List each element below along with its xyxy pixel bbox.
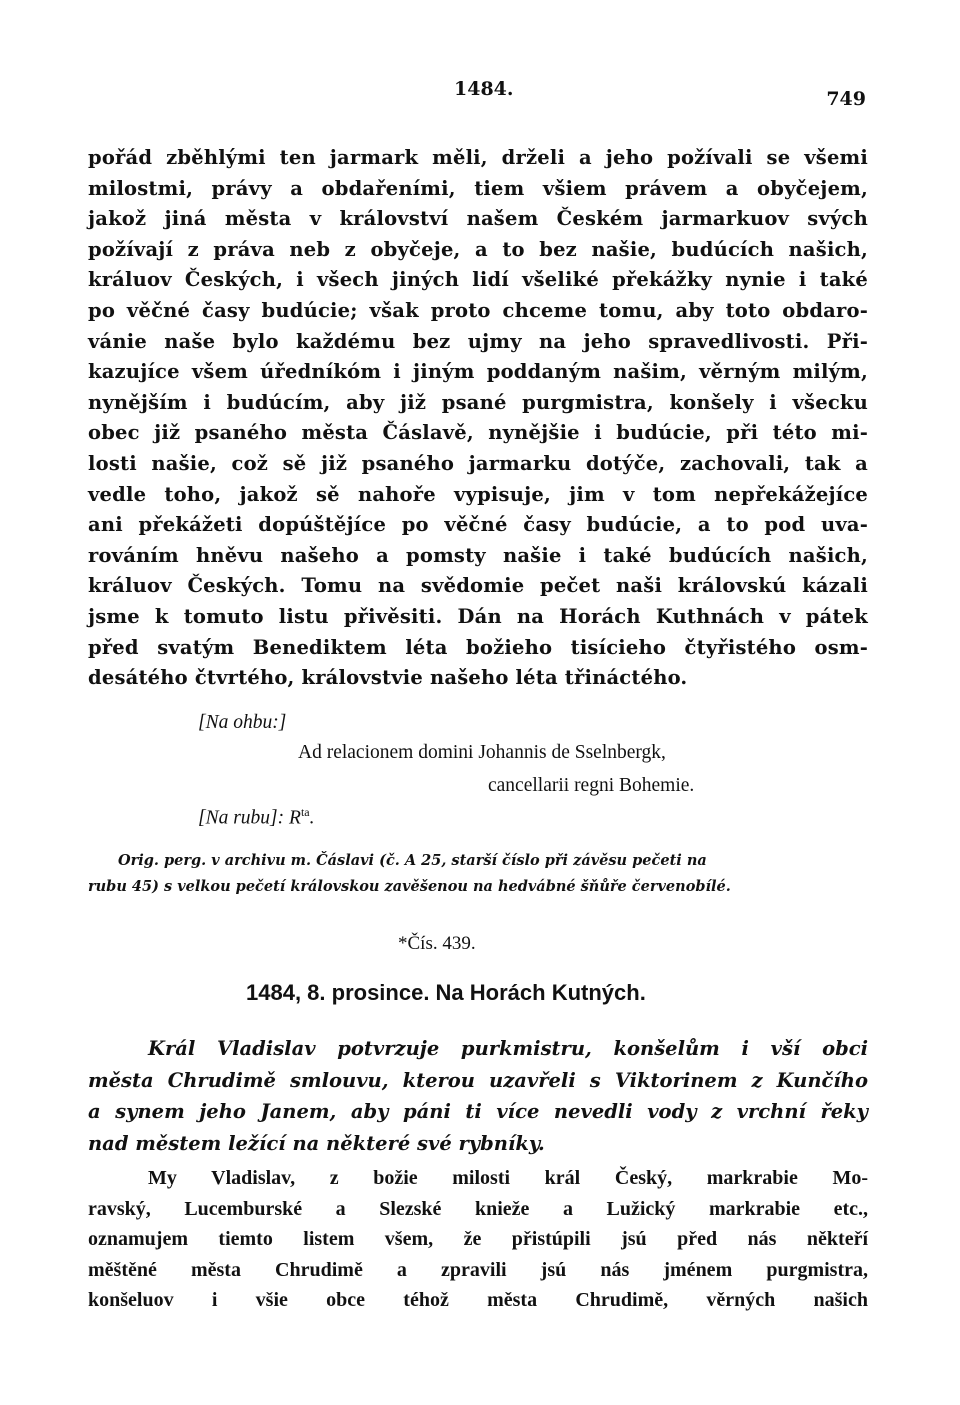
text-line: požívají z práva neb z obyčeje, a to bez našie, budúcích našich, <box>88 237 868 261</box>
text-line: losti našie, což sě již psaného jarmarku dotýče, zachovali, tak a <box>88 451 868 475</box>
rubu-label <box>198 805 960 830</box>
text-line: ani překážeti dopúštějíce po věčné časy budúcie, a to pod uva- <box>88 513 868 537</box>
charter-text <box>88 1163 868 1316</box>
rubu-end: . <box>309 807 315 829</box>
text-line: obec již psaného města Čáslavě, nynějšie i budúcie, při této mi- <box>88 421 868 445</box>
ohbu-label: [Na ohbu:] <box>198 712 287 733</box>
text-line: králuov Českých, i všech jiných lidí všeliké překážky nynie i také <box>88 268 868 292</box>
document-page <box>88 0 868 1405</box>
relacio-line-2: cancellarii regni Bohemie. <box>488 775 695 796</box>
source-note <box>88 848 868 900</box>
document-number: *Čís. 439. <box>398 933 476 954</box>
charter-line: oznamujem tiemto listem všem, že přistúpili jsú před nás někteří <box>88 1228 868 1250</box>
rubu-superscript: ta <box>300 805 310 819</box>
text-line: králuov Českých. Tomu na svědomie pečet naši královskú kázali <box>88 574 868 598</box>
text-line: pořád zběhlými ten jarmark měli, drželi a jeho požívali se všemi <box>88 146 868 169</box>
summary-line: Král Vladislav potvrzuje purkmistru, konšelům i vší obci <box>148 1037 868 1060</box>
text-line: desátého čtvrtého, královstvie našeho léta třináctého. <box>88 666 688 690</box>
charter-line: My Vladislav, z božie milosti král Český, markrabie Mo- <box>148 1167 868 1189</box>
summary-line: města Chrudimě smlouvu, kterou uzavřeli s Viktorinem z Kunčího <box>88 1068 868 1092</box>
text-line: rováním hněvu našeho a pomsty našie i také budúcích našich, <box>88 543 868 567</box>
text-line: po věčné časy budúcie; však proto chceme tomu, aby toto obdaro- <box>88 298 868 322</box>
summary-line: nad městem ležící na některé své rybníky. <box>88 1131 545 1155</box>
charter-line: ravský, Lucemburské a Slezské knieže a Lužický markrabie etc., <box>88 1197 868 1220</box>
text-line: vedle toho, jakož sě nahoře vypisuje, jim v tom nepřekážejíce <box>88 482 868 506</box>
text-line: vánie naše bylo každému bez ujmy na jeho spravedlivosti. Při- <box>88 329 868 353</box>
regest-summary <box>88 1033 868 1159</box>
summary-line: a synem jeho Janem, aby páni ti více nevedli vody z vrchní řeky <box>88 1100 868 1123</box>
document-heading: 1484, 8. prosince. Na Horách Kutných. <box>246 980 646 1005</box>
charter-line: měštěné města Chrudimě a zpravili jsú nás jménem purgmistra, <box>88 1258 868 1281</box>
source-note-line: Orig. perg. v archivu m. Čáslavi (č. A 25, starší číslo při závěsu pečeti na <box>118 852 707 869</box>
text-line: jsme k tomuto listu přivěsiti. Dán na Horách Kuthnách v pátek <box>88 604 868 628</box>
relacio-line-1: Ad relacionem domini Johannis de Sselnbergk, <box>298 742 666 763</box>
running-head <box>88 78 868 108</box>
source-note-line: rubu 45) s velkou pečetí královskou zavěšenou na hedvábné šňůře červenobílé. <box>88 878 731 895</box>
page-number: 749 <box>826 88 866 110</box>
charter-continuation-text <box>88 143 868 694</box>
charter-line: konšeluov i všie obce téhož města Chrudimě, věrných našich <box>88 1289 868 1311</box>
text-line: nynějším i budúcím, aby již psané purgmistra, konšely i všecku <box>88 390 868 414</box>
text-line: milostmi, právy a obdařeními, tiem všiem právem a obyčejem, <box>88 176 868 200</box>
text-line: před svatým Benediktem léta božieho tisícieho čtyřistého osm- <box>88 635 868 659</box>
text-line: jakož jiná města v království našem Českém jarmarkuov svých <box>88 207 868 231</box>
running-head-year: 1484. <box>454 78 514 100</box>
text-line: kazujíce všem úředníkóm i jiným poddaným našim, věrným milým, <box>88 360 868 384</box>
rubu-text: [Na rubu]: R <box>198 807 301 829</box>
